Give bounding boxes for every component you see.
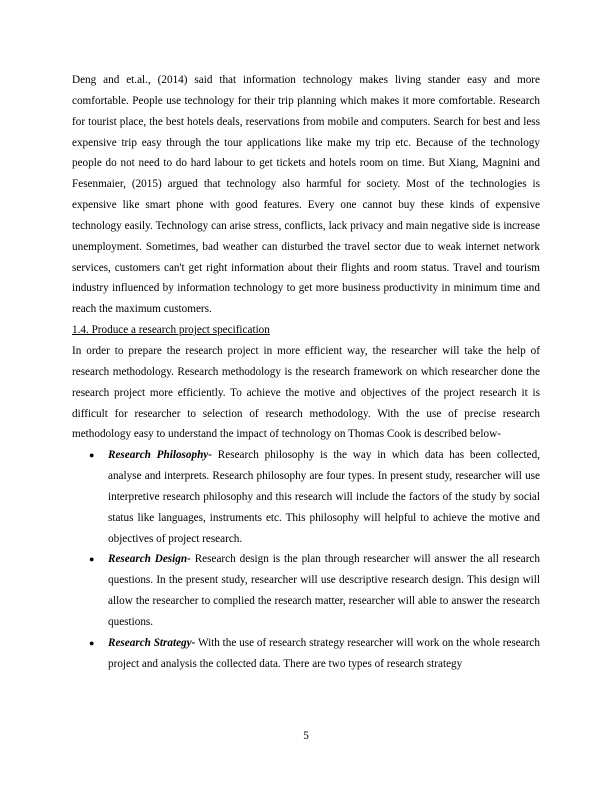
bullet-item-research-strategy [72, 633, 540, 675]
page-number: 5 [303, 730, 309, 742]
bullet-text: Research philosophy is the way in which data has been collected, analyse and interprets. Research philosophy are four types. In present study, researcher will use interpretive research philosophy and this research will include the factors of the study by social status like languages, instruments etc. This philosophy will helpful to achieve the motive and objectives of project research. [108, 449, 541, 545]
bullet-icon: ● [89, 637, 95, 648]
document-page [72, 70, 540, 674]
section-heading: 1.4. Produce a research project specification [72, 324, 270, 337]
bullet-icon: ● [89, 450, 95, 461]
body-paragraph-methodology: In order to prepare the research project in more efficient way, the researcher will take the help of research methodology. Research methodology is the research framework on which researcher done the research project more efficiently. To achieve the motive and objectives of the project research it is difficult for researcher to selection of research methodology. With the use of precise research methodology easy to understand the impact of technology on Thomas Cook is described below- [72, 344, 540, 441]
bullet-item-research-design [72, 549, 540, 632]
bullet-term: Research Strategy- [108, 636, 196, 649]
bullet-icon: ● [89, 554, 95, 565]
bullet-text: With the use of research strategy researcher will work on the whole research project and analysis the collected data. There are two types of research strategy [108, 636, 540, 670]
bullet-item-research-philosophy [72, 445, 540, 549]
bullet-term: Research Philosophy- [108, 449, 212, 462]
bullet-term: Research Design- [108, 553, 191, 566]
methodology-bullet-list [72, 445, 540, 674]
body-paragraph-technology: Deng and et.al., (2014) said that information technology makes living stander easy and more comfortable. People use technology for their trip planning which makes it more comfortable. Research for tourist place, the best hotels deals, reservations from mobile and computers. Search for best and less expensive trip easy through the tour applications like make my trip etc. Because of the technology people do not need to do hard labour to get tickets and hotels room on time. But Xiang, Magnini and Fesenmaier, (2015) argued that technology also harmful for society. Most of the technologies is expensive like smart phone with good features. Every one cannot buy these kinds of expensive technology easily. Technology can arise stress, conflicts, lack privacy and main negative side is increase unemployment. Sometimes, bad weather can disturbed the travel sector due to weak internet network services, customers can't get right information about their flights and room status. Travel and tourism industry influenced by information technology to get more business productivity in minimum time and reach the maximum customers. [72, 74, 540, 316]
bullet-text: Research design is the plan through researcher will answer the all research questions. In the present study, researcher will use descriptive research design. This design will allow the researcher to complied the research matter, researcher will able to answer the research questions. [108, 553, 540, 628]
